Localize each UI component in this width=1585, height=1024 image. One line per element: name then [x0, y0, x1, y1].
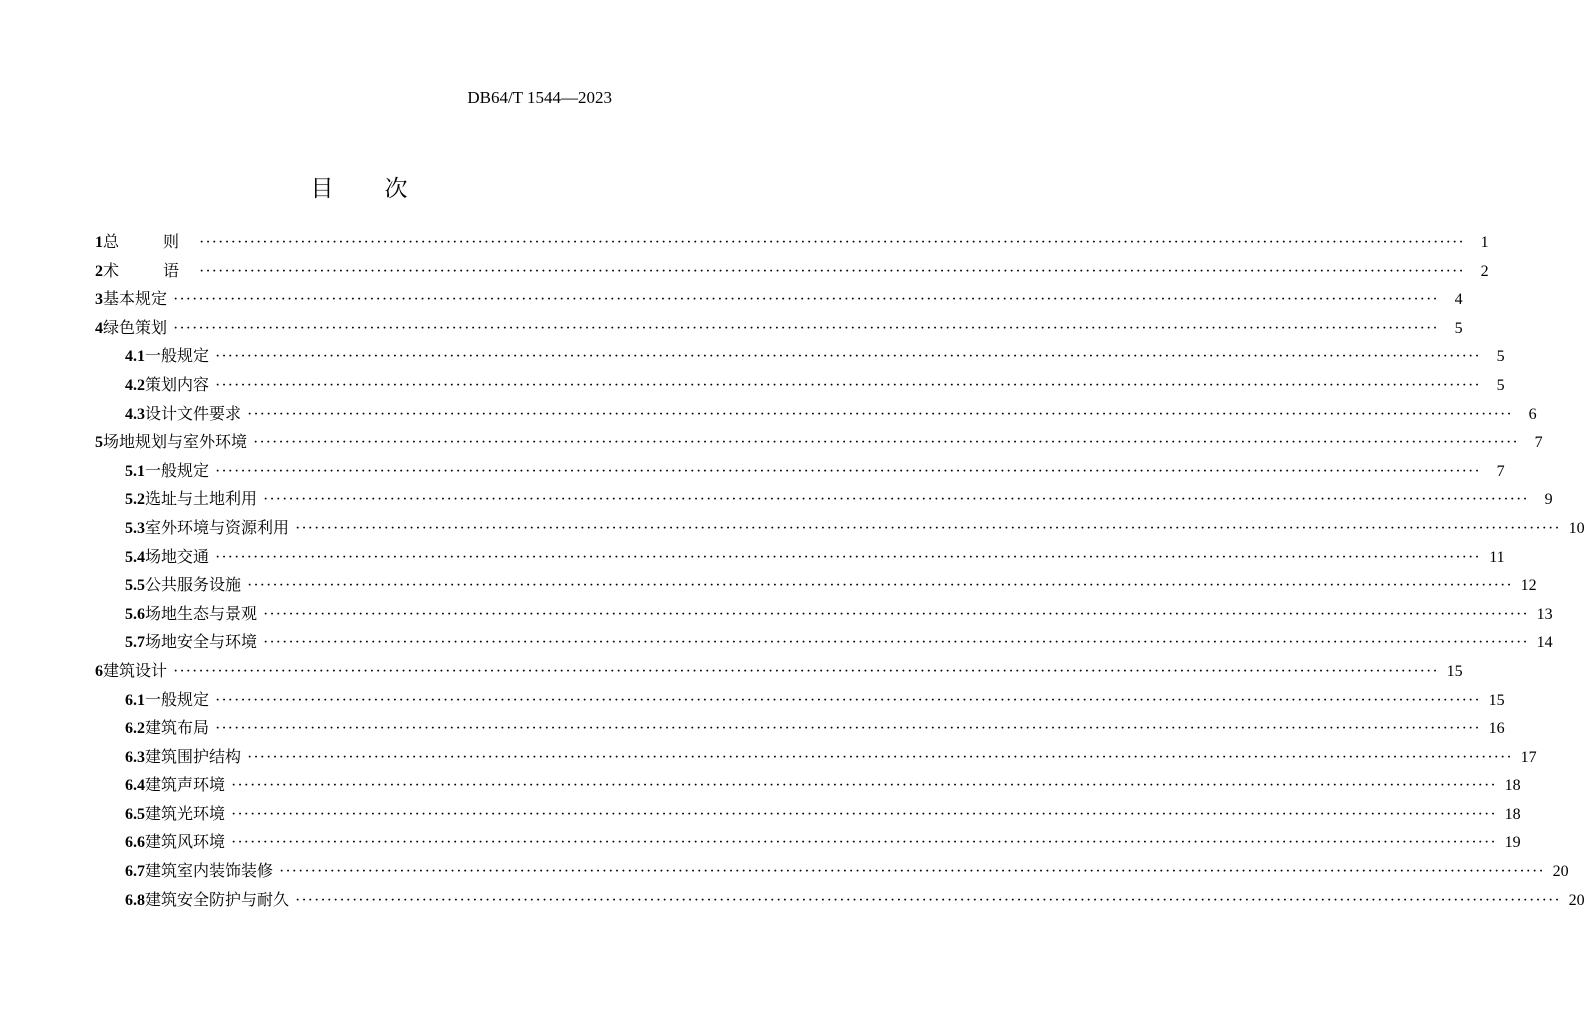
page-title: 目 次 [310, 176, 422, 202]
toc-entry-label: 场地规划与室外环境 [103, 432, 248, 452]
toc-entry[interactable] [95, 428, 1543, 457]
toc-entry-page: 20 [1552, 863, 1569, 881]
toc-entry-label: 场地生态与景观 [145, 603, 258, 623]
toc-entry[interactable] [95, 314, 1463, 343]
toc-entry-number: 4.3 [125, 405, 145, 423]
toc-entry-number: 6.3 [125, 748, 145, 766]
toc-entry-page: 13 [1536, 605, 1553, 623]
toc-leader-dots: ········································································································································································································ [231, 805, 1497, 823]
toc-entry-page: 14 [1536, 634, 1553, 652]
toc-entry-page: 12 [1520, 577, 1537, 595]
standard-code: DB64/T 1544—2023 [467, 88, 612, 107]
toc-entry-page: 5 [1454, 319, 1463, 337]
toc-entry-label: 建筑围护结构 [145, 746, 242, 766]
toc-entry-label: 建筑安全防护与耐久 [145, 889, 290, 909]
toc-leader-dots: ········································································································································································································ [173, 291, 1439, 309]
toc-entry[interactable] [95, 771, 1521, 800]
toc-entry-page: 4 [1454, 291, 1463, 309]
toc-entry-label: 一般规定 [145, 460, 210, 480]
toc-entry-page: 10 [1568, 519, 1585, 537]
toc-entry-number: 6 [95, 662, 103, 680]
toc-entry-label: 建筑光环境 [145, 803, 226, 823]
toc-entry[interactable] [95, 257, 1489, 286]
toc-entry-page: 19 [1504, 834, 1521, 852]
toc-entry-page: 16 [1488, 720, 1505, 738]
toc-entry[interactable] [95, 371, 1505, 400]
toc-entry-label: 建筑风环境 [145, 832, 226, 852]
toc-entry-label: 建筑布局 [145, 718, 210, 738]
toc-leader-dots: ········································································································································································································ [199, 262, 1465, 280]
toc-entry[interactable] [95, 285, 1463, 314]
toc-entry-number: 6.4 [125, 777, 145, 795]
toc-entry[interactable] [95, 657, 1463, 686]
toc-entry-page: 15 [1488, 691, 1505, 709]
toc-leader-dots: ········································································································································································································ [247, 577, 1513, 595]
toc-entry[interactable] [95, 485, 1553, 514]
toc-entry-label: 室外环境与资源利用 [145, 517, 290, 537]
toc-entry-number: 4.2 [125, 376, 145, 394]
toc-entry-page: 5 [1496, 376, 1505, 394]
toc-entry-label: 基本规定 [103, 289, 168, 309]
toc-entry-page: 7 [1496, 462, 1505, 480]
toc-entry-number: 5.2 [125, 491, 145, 509]
table-of-contents [95, 228, 1585, 914]
toc-entry-label: 场地安全与环境 [145, 632, 258, 652]
toc-leader-dots: ········································································································································································································ [215, 720, 1481, 738]
toc-entry-number: 1 [95, 234, 103, 251]
toc-entry-label: 绿色策划 [103, 317, 168, 337]
toc-entry[interactable] [95, 628, 1553, 657]
toc-leader-dots: ········································································································································································································ [215, 462, 1481, 480]
toc-leader-dots: ········································································································································································································ [173, 662, 1439, 680]
toc-entry-number: 6.6 [125, 834, 145, 852]
toc-entry-page: 11 [1489, 548, 1505, 566]
toc-entry-number: 5.3 [125, 519, 145, 537]
toc-leader-dots: ········································································································································································································ [231, 777, 1497, 795]
toc-entry-number: 5.4 [125, 548, 145, 566]
toc-entry-label: 策划内容 [145, 374, 210, 394]
toc-leader-dots: ········································································································································································································ [279, 863, 1545, 881]
toc-entry[interactable] [95, 686, 1505, 715]
toc-entry-page: 18 [1504, 805, 1521, 823]
toc-entry-page: 7 [1534, 434, 1543, 452]
toc-entry[interactable] [95, 457, 1505, 486]
toc-leader-dots: ········································································································································································································ [215, 348, 1481, 366]
toc-leader-dots: ········································································································································································································ [247, 748, 1513, 766]
toc-entry-number: 5 [95, 434, 103, 452]
toc-entry-page: 17 [1520, 748, 1537, 766]
toc-entry[interactable] [95, 857, 1569, 886]
toc-entry-page: 5 [1496, 348, 1505, 366]
toc-entry[interactable] [95, 400, 1537, 429]
toc-entry-number: 6.5 [125, 805, 145, 823]
toc-entry-label: 一般规定 [145, 689, 210, 709]
toc-entry-number: 6.1 [125, 691, 145, 709]
toc-leader-dots: ········································································································································································································ [263, 605, 1529, 623]
toc-leader-dots: ········································································································································································································ [253, 434, 1519, 452]
toc-entry-label: 一般规定 [145, 346, 210, 366]
toc-leader-dots: ········································································································································································································ [231, 834, 1497, 852]
toc-entry[interactable] [95, 514, 1585, 543]
toc-entry-label: 场地交通 [145, 546, 210, 566]
toc-entry-label: 建筑室内装饰装修 [145, 861, 274, 881]
toc-entry-label: 选址与土地利用 [145, 489, 258, 509]
toc-entry-number: 5.1 [125, 462, 145, 480]
toc-entry[interactable] [95, 828, 1521, 857]
toc-leader-dots: ········································································································································································································ [215, 376, 1481, 394]
toc-entry[interactable] [95, 543, 1505, 572]
toc-entry-page: 6 [1528, 405, 1537, 423]
toc-leader-dots: ········································································································································································································ [295, 891, 1561, 909]
toc-entry-label: 公共服务设施 [145, 575, 242, 595]
toc-entry[interactable] [95, 714, 1505, 743]
toc-entry-number: 4.1 [125, 348, 145, 366]
toc-entry[interactable] [95, 743, 1537, 772]
toc-entry-number: 6.2 [125, 720, 145, 738]
toc-entry-number: 6.7 [125, 863, 145, 881]
toc-entry-number: 2 [95, 262, 103, 280]
toc-entry[interactable] [95, 600, 1553, 629]
toc-entry[interactable] [95, 800, 1521, 829]
toc-entry-number: 6.8 [125, 891, 145, 909]
toc-entry-page: 2 [1480, 262, 1489, 280]
toc-leader-dots: ········································································································································································································ [263, 491, 1529, 509]
toc-entry-label: 建筑设计 [103, 660, 168, 680]
toc-entry-number: 5.5 [125, 577, 145, 595]
toc-entry-label: 术 语 [103, 260, 194, 280]
toc-entry-label: 建筑声环境 [145, 775, 226, 795]
toc-entry-number: 5.7 [125, 634, 145, 652]
toc-leader-dots: ········································································································································································································ [173, 319, 1439, 337]
toc-leader-dots: ········································································································································································································ [215, 691, 1481, 709]
toc-entry-number: 5.6 [125, 605, 145, 623]
toc-entry[interactable] [95, 571, 1537, 600]
toc-entry-page: 20 [1568, 891, 1585, 909]
toc-entry[interactable] [95, 228, 1489, 257]
toc-entry-number: 3 [95, 291, 103, 309]
toc-entry-page: 1 [1480, 234, 1489, 251]
toc-entry-label: 总 则 [103, 232, 194, 251]
toc-entry-page: 15 [1446, 662, 1463, 680]
toc-entry[interactable] [95, 886, 1585, 915]
toc-leader-dots: ········································································································································································································ [199, 234, 1465, 251]
toc-leader-dots: ········································································································································································································ [263, 634, 1529, 652]
toc-entry-page: 9 [1544, 491, 1553, 509]
toc-leader-dots: ········································································································································································································ [215, 548, 1481, 566]
toc-entry[interactable] [95, 342, 1505, 371]
toc-leader-dots: ········································································································································································································ [247, 405, 1513, 423]
toc-entry-label: 设计文件要求 [145, 403, 242, 423]
toc-entry-page: 18 [1504, 777, 1521, 795]
toc-leader-dots: ········································································································································································································ [295, 519, 1561, 537]
toc-entry-number: 4 [95, 319, 103, 337]
